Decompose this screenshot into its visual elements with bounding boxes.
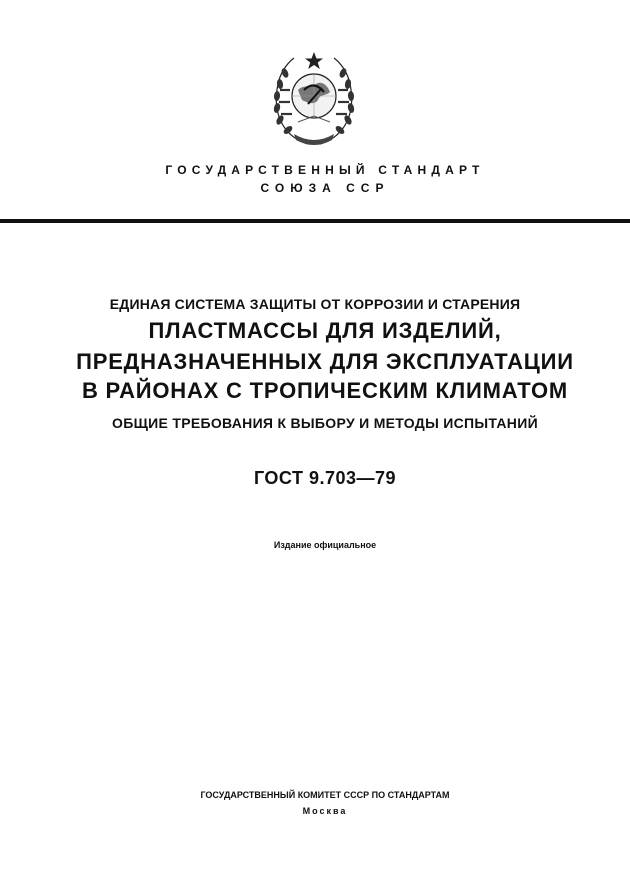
publication-city: Москва	[302, 806, 348, 816]
header-state-standard: ГОСУДАРСТВЕННЫЙ СТАНДАРТ	[165, 163, 485, 177]
document-subtitle: ОБЩИЕ ТРЕБОВАНИЯ К ВЫБОРУ И МЕТОДЫ ИСПЫТАНИЙ	[112, 415, 538, 431]
horizontal-rule	[0, 219, 630, 223]
document-title-line-1: ПЛАСТМАССЫ ДЛЯ ИЗДЕЛИЙ,	[148, 318, 502, 343]
edition-note: Издание официальное	[273, 540, 377, 550]
publisher: ГОСУДАРСТВЕННЫЙ КОМИТЕТ СССР ПО СТАНДАРТАМ	[200, 790, 450, 800]
header-ussr: СОЮЗА ССР	[260, 181, 390, 195]
document-title-line-3: В РАЙОНАХ С ТРОПИЧЕСКИМ КЛИМАТОМ	[81, 378, 569, 403]
ussr-coat-of-arms-icon	[268, 50, 360, 150]
series-title: ЕДИНАЯ СИСТЕМА ЗАЩИТЫ ОТ КОРРОЗИИ И СТАРЕНИЯ	[109, 296, 521, 312]
document-title-line-2: ПРЕДНАЗНАЧЕННЫХ ДЛЯ ЭКСПЛУАТАЦИИ	[76, 349, 574, 374]
standard-number: ГОСТ 9.703—79	[253, 468, 397, 488]
